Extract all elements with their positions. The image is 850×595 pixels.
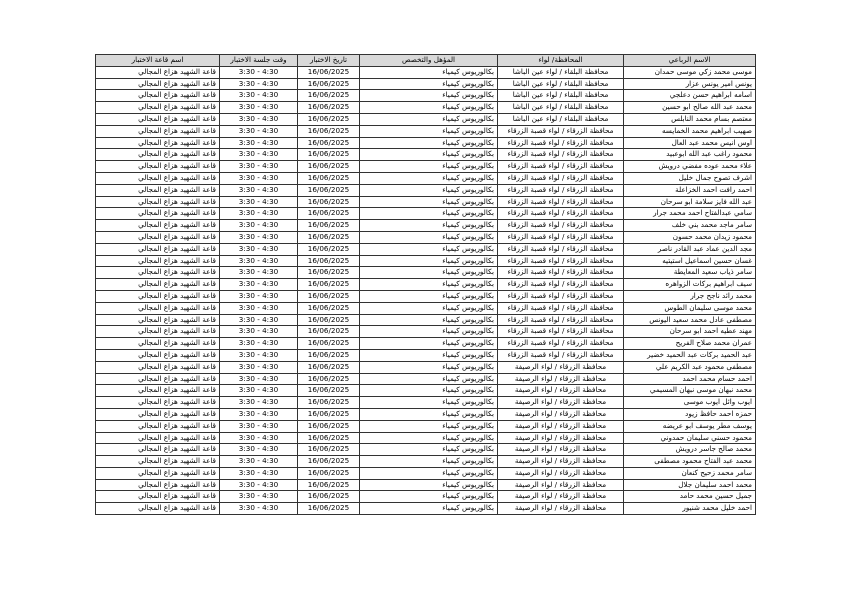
cell-name: مهند عطيه احمد ابو سرحان (624, 326, 756, 338)
cell-name: محمد عبد الفتاح محمود مصطفى (624, 456, 756, 468)
cell-region: محافظة البلقاء / لواء عين الباشا (498, 113, 624, 125)
cell-qualification: بكالوريوس كيمياء (360, 255, 498, 267)
cell-hall: قاعة الشهيد هزاع المجالي (96, 408, 220, 420)
cell-time: 3:30 - 4:30 (220, 479, 298, 491)
cell-region: محافظة البلقاء / لواء عين الباشا (498, 66, 624, 78)
cell-qualification: بكالوريوس كيمياء (360, 349, 498, 361)
cell-time: 3:30 - 4:30 (220, 302, 298, 314)
cell-date: 16/06/2025 (298, 338, 360, 350)
cell-qualification: بكالوريوس كيمياء (360, 243, 498, 255)
cell-name: محمود حسني سليمان حمدوني (624, 432, 756, 444)
cell-qualification: بكالوريوس كيمياء (360, 267, 498, 279)
cell-hall: قاعة الشهيد هزاع المجالي (96, 184, 220, 196)
cell-date: 16/06/2025 (298, 349, 360, 361)
cell-hall: قاعة الشهيد هزاع المجالي (96, 302, 220, 314)
cell-date: 16/06/2025 (298, 231, 360, 243)
table-row (96, 184, 756, 196)
cell-date: 16/06/2025 (298, 479, 360, 491)
table-row (96, 432, 756, 444)
table-row (96, 66, 756, 78)
cell-name: محمد صالح جاسر درويش (624, 444, 756, 456)
cell-date: 16/06/2025 (298, 385, 360, 397)
cell-time: 3:30 - 4:30 (220, 491, 298, 503)
table-row (96, 326, 756, 338)
cell-region: محافظة الزرقاء / لواء قصبة الزرقاء (498, 290, 624, 302)
cell-date: 16/06/2025 (298, 444, 360, 456)
cell-region: محافظة الزرقاء / لواء الرصيفة (498, 432, 624, 444)
cell-date: 16/06/2025 (298, 113, 360, 125)
cell-hall: قاعة الشهيد هزاع المجالي (96, 66, 220, 78)
cell-time: 3:30 - 4:30 (220, 66, 298, 78)
table-row (96, 338, 756, 350)
cell-qualification: بكالوريوس كيمياء (360, 125, 498, 137)
cell-date: 16/06/2025 (298, 125, 360, 137)
table-row (96, 113, 756, 125)
cell-qualification: بكالوريوس كيمياء (360, 78, 498, 90)
cell-hall: قاعة الشهيد هزاع المجالي (96, 503, 220, 515)
cell-hall: قاعة الشهيد هزاع المجالي (96, 243, 220, 255)
cell-region: محافظة الزرقاء / لواء قصبة الزرقاء (498, 349, 624, 361)
cell-hall: قاعة الشهيد هزاع المجالي (96, 314, 220, 326)
cell-qualification: بكالوريوس كيمياء (360, 373, 498, 385)
cell-date: 16/06/2025 (298, 149, 360, 161)
cell-qualification: بكالوريوس كيمياء (360, 432, 498, 444)
table-row (96, 149, 756, 161)
header-region: المحافظة/ لواء (498, 55, 624, 67)
cell-qualification: بكالوريوس كيمياء (360, 467, 498, 479)
table-row (96, 385, 756, 397)
cell-hall: قاعة الشهيد هزاع المجالي (96, 172, 220, 184)
cell-time: 3:30 - 4:30 (220, 243, 298, 255)
table-row (96, 208, 756, 220)
cell-region: محافظة الزرقاء / لواء قصبة الزرقاء (498, 172, 624, 184)
cell-qualification: بكالوريوس كيمياء (360, 361, 498, 373)
cell-name: اسامه ابراهيم حسن دعلجي (624, 90, 756, 102)
cell-hall: قاعة الشهيد هزاع المجالي (96, 326, 220, 338)
cell-qualification: بكالوريوس كيمياء (360, 149, 498, 161)
cell-name: محمود زيدان محمد حسون (624, 231, 756, 243)
cell-hall: قاعة الشهيد هزاع المجالي (96, 491, 220, 503)
table-row (96, 491, 756, 503)
cell-date: 16/06/2025 (298, 90, 360, 102)
table-row (96, 220, 756, 232)
cell-time: 3:30 - 4:30 (220, 149, 298, 161)
cell-time: 3:30 - 4:30 (220, 267, 298, 279)
cell-region: محافظة الزرقاء / لواء قصبة الزرقاء (498, 243, 624, 255)
cell-qualification: بكالوريوس كيمياء (360, 420, 498, 432)
cell-region: محافظة الزرقاء / لواء الرصيفة (498, 420, 624, 432)
cell-hall: قاعة الشهيد هزاع المجالي (96, 161, 220, 173)
cell-region: محافظة الزرقاء / لواء قصبة الزرقاء (498, 326, 624, 338)
cell-time: 3:30 - 4:30 (220, 255, 298, 267)
cell-name: حمزه احمد حافظ زيود (624, 408, 756, 420)
cell-region: محافظة الزرقاء / لواء الرصيفة (498, 397, 624, 409)
cell-name: يوسف مطر يوسف ابو عريضه (624, 420, 756, 432)
cell-time: 3:30 - 4:30 (220, 184, 298, 196)
cell-name: احمد حسام محمد احمد (624, 373, 756, 385)
cell-time: 3:30 - 4:30 (220, 113, 298, 125)
cell-date: 16/06/2025 (298, 302, 360, 314)
cell-time: 3:30 - 4:30 (220, 373, 298, 385)
exam-schedule-sheet (95, 54, 756, 515)
cell-qualification: بكالوريوس كيمياء (360, 479, 498, 491)
table-row (96, 161, 756, 173)
cell-region: محافظة الزرقاء / لواء قصبة الزرقاء (498, 161, 624, 173)
cell-time: 3:30 - 4:30 (220, 290, 298, 302)
table-row (96, 267, 756, 279)
cell-date: 16/06/2025 (298, 137, 360, 149)
cell-name: مجد الدين عماد عبد القادر ناصر (624, 243, 756, 255)
table-row (96, 479, 756, 491)
cell-region: محافظة الزرقاء / لواء الرصيفة (498, 361, 624, 373)
cell-date: 16/06/2025 (298, 373, 360, 385)
cell-date: 16/06/2025 (298, 408, 360, 420)
cell-date: 16/06/2025 (298, 279, 360, 291)
cell-date: 16/06/2025 (298, 456, 360, 468)
cell-hall: قاعة الشهيد هزاع المجالي (96, 467, 220, 479)
exam-schedule-table (95, 54, 756, 515)
cell-date: 16/06/2025 (298, 326, 360, 338)
cell-qualification: بكالوريوس كيمياء (360, 102, 498, 114)
table-body (96, 66, 756, 514)
cell-hall: قاعة الشهيد هزاع المجالي (96, 196, 220, 208)
cell-time: 3:30 - 4:30 (220, 361, 298, 373)
cell-name: اوس انيس محمد عبد العال (624, 137, 756, 149)
cell-hall: قاعة الشهيد هزاع المجالي (96, 444, 220, 456)
cell-name: سامر ذياب سعيد المعايطة (624, 267, 756, 279)
cell-region: محافظة الزرقاء / لواء الرصيفة (498, 385, 624, 397)
cell-hall: قاعة الشهيد هزاع المجالي (96, 149, 220, 161)
cell-hall: قاعة الشهيد هزاع المجالي (96, 78, 220, 90)
cell-qualification: بكالوريوس كيمياء (360, 338, 498, 350)
cell-region: محافظة الزرقاء / لواء الرصيفة (498, 491, 624, 503)
cell-hall: قاعة الشهيد هزاع المجالي (96, 267, 220, 279)
header-qualification: المؤهل والتخصص (360, 55, 498, 67)
cell-name: عبد الله فايز سلامة ابو سرحان (624, 196, 756, 208)
cell-time: 3:30 - 4:30 (220, 137, 298, 149)
cell-region: محافظة الزرقاء / لواء قصبة الزرقاء (498, 302, 624, 314)
cell-time: 3:30 - 4:30 (220, 208, 298, 220)
cell-region: محافظة الزرقاء / لواء الرصيفة (498, 503, 624, 515)
cell-time: 3:30 - 4:30 (220, 220, 298, 232)
cell-hall: قاعة الشهيد هزاع المجالي (96, 125, 220, 137)
cell-name: سامر محمد زحيح كنعان (624, 467, 756, 479)
cell-time: 3:30 - 4:30 (220, 456, 298, 468)
cell-hall: قاعة الشهيد هزاع المجالي (96, 385, 220, 397)
table-row (96, 290, 756, 302)
cell-qualification: بكالوريوس كيمياء (360, 208, 498, 220)
cell-time: 3:30 - 4:30 (220, 90, 298, 102)
cell-date: 16/06/2025 (298, 66, 360, 78)
cell-qualification: بكالوريوس كيمياء (360, 290, 498, 302)
cell-region: محافظة البلقاء / لواء عين الباشا (498, 90, 624, 102)
table-row (96, 467, 756, 479)
cell-hall: قاعة الشهيد هزاع المجالي (96, 279, 220, 291)
header-time: وقت جلسة الاختبار (220, 55, 298, 67)
cell-name: معتصم بسام محمد النابلس (624, 113, 756, 125)
cell-region: محافظة البلقاء / لواء عين الباشا (498, 78, 624, 90)
cell-date: 16/06/2025 (298, 314, 360, 326)
cell-hall: قاعة الشهيد هزاع المجالي (96, 208, 220, 220)
cell-qualification: بكالوريوس كيمياء (360, 279, 498, 291)
cell-qualification: بكالوريوس كيمياء (360, 172, 498, 184)
cell-hall: قاعة الشهيد هزاع المجالي (96, 373, 220, 385)
cell-date: 16/06/2025 (298, 467, 360, 479)
cell-date: 16/06/2025 (298, 503, 360, 515)
cell-qualification: بكالوريوس كيمياء (360, 326, 498, 338)
cell-time: 3:30 - 4:30 (220, 503, 298, 515)
cell-region: محافظة الزرقاء / لواء قصبة الزرقاء (498, 208, 624, 220)
cell-time: 3:30 - 4:30 (220, 326, 298, 338)
cell-name: محمد موسى سليمان الطوس (624, 302, 756, 314)
cell-time: 3:30 - 4:30 (220, 125, 298, 137)
cell-hall: قاعة الشهيد هزاع المجالي (96, 479, 220, 491)
cell-time: 3:30 - 4:30 (220, 432, 298, 444)
table-row (96, 408, 756, 420)
cell-name: يونس امير يونس عزار (624, 78, 756, 90)
cell-region: محافظة الزرقاء / لواء قصبة الزرقاء (498, 137, 624, 149)
cell-qualification: بكالوريوس كيمياء (360, 196, 498, 208)
cell-qualification: بكالوريوس كيمياء (360, 444, 498, 456)
cell-hall: قاعة الشهيد هزاع المجالي (96, 255, 220, 267)
cell-region: محافظة الزرقاء / لواء قصبة الزرقاء (498, 184, 624, 196)
cell-date: 16/06/2025 (298, 102, 360, 114)
cell-date: 16/06/2025 (298, 361, 360, 373)
cell-name: محمود راغب عبد الله ابوعبيد (624, 149, 756, 161)
cell-time: 3:30 - 4:30 (220, 349, 298, 361)
table-row (96, 137, 756, 149)
cell-name: ايوب وائل ايوب موسى (624, 397, 756, 409)
cell-qualification: بكالوريوس كيمياء (360, 220, 498, 232)
table-row (96, 420, 756, 432)
cell-name: محمد احمد سليمان جلال (624, 479, 756, 491)
table-row (96, 90, 756, 102)
cell-region: محافظة الزرقاء / لواء قصبة الزرقاء (498, 267, 624, 279)
cell-hall: قاعة الشهيد هزاع المجالي (96, 220, 220, 232)
cell-qualification: بكالوريوس كيمياء (360, 137, 498, 149)
cell-time: 3:30 - 4:30 (220, 172, 298, 184)
cell-hall: قاعة الشهيد هزاع المجالي (96, 432, 220, 444)
cell-region: محافظة الزرقاء / لواء قصبة الزرقاء (498, 149, 624, 161)
cell-qualification: بكالوريوس كيمياء (360, 66, 498, 78)
table-row (96, 231, 756, 243)
cell-qualification: بكالوريوس كيمياء (360, 302, 498, 314)
table-row (96, 172, 756, 184)
cell-date: 16/06/2025 (298, 397, 360, 409)
table-row (96, 279, 756, 291)
header-hall: اسم قاعة الاختبار (96, 55, 220, 67)
cell-qualification: بكالوريوس كيمياء (360, 503, 498, 515)
cell-date: 16/06/2025 (298, 220, 360, 232)
cell-region: محافظة الزرقاء / لواء قصبة الزرقاء (498, 255, 624, 267)
cell-region: محافظة الزرقاء / لواء قصبة الزرقاء (498, 279, 624, 291)
table-row (96, 302, 756, 314)
cell-name: علاء محمد عوده مفضي درويش (624, 161, 756, 173)
cell-qualification: بكالوريوس كيمياء (360, 184, 498, 196)
cell-time: 3:30 - 4:30 (220, 338, 298, 350)
table-row (96, 373, 756, 385)
cell-time: 3:30 - 4:30 (220, 444, 298, 456)
header-date: تاريخ الاختبار (298, 55, 360, 67)
cell-name: موسى محمد زكي موسى حمدان (624, 66, 756, 78)
cell-name: احمد خليل محمد شنيور (624, 503, 756, 515)
table-row (96, 349, 756, 361)
cell-time: 3:30 - 4:30 (220, 78, 298, 90)
table-row (96, 102, 756, 114)
cell-date: 16/06/2025 (298, 243, 360, 255)
cell-region: محافظة الزرقاء / لواء قصبة الزرقاء (498, 125, 624, 137)
cell-hall: قاعة الشهيد هزاع المجالي (96, 456, 220, 468)
cell-qualification: بكالوريوس كيمياء (360, 397, 498, 409)
table-row (96, 255, 756, 267)
cell-region: محافظة الزرقاء / لواء الرصيفة (498, 456, 624, 468)
cell-region: محافظة الزرقاء / لواء قصبة الزرقاء (498, 196, 624, 208)
cell-name: عبد الحميد بركات عبد الحميد خضير (624, 349, 756, 361)
cell-region: محافظة البلقاء / لواء عين الباشا (498, 102, 624, 114)
cell-time: 3:30 - 4:30 (220, 385, 298, 397)
header-row (96, 55, 756, 67)
cell-date: 16/06/2025 (298, 208, 360, 220)
cell-region: محافظة الزرقاء / لواء الرصيفة (498, 408, 624, 420)
cell-region: محافظة الزرقاء / لواء قصبة الزرقاء (498, 314, 624, 326)
cell-date: 16/06/2025 (298, 161, 360, 173)
cell-name: سامر ماجد محمد بني خلف (624, 220, 756, 232)
cell-name: مصطفى عادل محمد سعيد اليونس (624, 314, 756, 326)
table-row (96, 361, 756, 373)
cell-time: 3:30 - 4:30 (220, 231, 298, 243)
cell-date: 16/06/2025 (298, 267, 360, 279)
cell-date: 16/06/2025 (298, 196, 360, 208)
cell-region: محافظة الزرقاء / لواء الرصيفة (498, 479, 624, 491)
cell-qualification: بكالوريوس كيمياء (360, 491, 498, 503)
cell-hall: قاعة الشهيد هزاع المجالي (96, 290, 220, 302)
cell-region: محافظة الزرقاء / لواء الرصيفة (498, 467, 624, 479)
cell-time: 3:30 - 4:30 (220, 279, 298, 291)
cell-region: محافظة الزرقاء / لواء الرصيفة (498, 373, 624, 385)
cell-time: 3:30 - 4:30 (220, 196, 298, 208)
cell-name: محمد نبهان موسى نبهان المسيمي (624, 385, 756, 397)
cell-name: صهيب ابراهيم محمد الخمايسه (624, 125, 756, 137)
cell-hall: قاعة الشهيد هزاع المجالي (96, 102, 220, 114)
cell-name: مصطفى محمود عبد الكريم علي (624, 361, 756, 373)
cell-time: 3:30 - 4:30 (220, 408, 298, 420)
cell-hall: قاعة الشهيد هزاع المجالي (96, 90, 220, 102)
cell-hall: قاعة الشهيد هزاع المجالي (96, 361, 220, 373)
cell-time: 3:30 - 4:30 (220, 467, 298, 479)
cell-hall: قاعة الشهيد هزاع المجالي (96, 397, 220, 409)
cell-time: 3:30 - 4:30 (220, 420, 298, 432)
table-row (96, 196, 756, 208)
cell-name: اشرف تصوح جمال خليل (624, 172, 756, 184)
cell-time: 3:30 - 4:30 (220, 161, 298, 173)
cell-hall: قاعة الشهيد هزاع المجالي (96, 137, 220, 149)
table-row (96, 243, 756, 255)
cell-date: 16/06/2025 (298, 432, 360, 444)
table-row (96, 456, 756, 468)
cell-qualification: بكالوريوس كيمياء (360, 90, 498, 102)
cell-hall: قاعة الشهيد هزاع المجالي (96, 231, 220, 243)
cell-name: غسان حسين اسماعيل استيتيه (624, 255, 756, 267)
cell-region: محافظة الزرقاء / لواء الرصيفة (498, 444, 624, 456)
cell-name: سيف ابراهيم بركات الزواهره (624, 279, 756, 291)
cell-name: جميل حسين محمد حامد (624, 491, 756, 503)
cell-name: عمران محمد صلاح الفريح (624, 338, 756, 350)
cell-region: محافظة الزرقاء / لواء قصبة الزرقاء (498, 220, 624, 232)
cell-qualification: بكالوريوس كيمياء (360, 113, 498, 125)
cell-date: 16/06/2025 (298, 420, 360, 432)
cell-hall: قاعة الشهيد هزاع المجالي (96, 349, 220, 361)
cell-name: احمد رافت احمد الخزاعلة (624, 184, 756, 196)
cell-date: 16/06/2025 (298, 290, 360, 302)
table-row (96, 78, 756, 90)
cell-name: سامي عبدالفتاح احمد محمد جرار (624, 208, 756, 220)
cell-qualification: بكالوريوس كيمياء (360, 314, 498, 326)
cell-name: محمد رائد ناجح جرار (624, 290, 756, 302)
cell-name: محمد عبد الله صالح ابو حسين (624, 102, 756, 114)
cell-qualification: بكالوريوس كيمياء (360, 161, 498, 173)
table-row (96, 314, 756, 326)
table-row (96, 125, 756, 137)
cell-date: 16/06/2025 (298, 255, 360, 267)
table-row (96, 444, 756, 456)
cell-qualification: بكالوريوس كيمياء (360, 408, 498, 420)
cell-date: 16/06/2025 (298, 491, 360, 503)
cell-hall: قاعة الشهيد هزاع المجالي (96, 338, 220, 350)
table-row (96, 397, 756, 409)
cell-date: 16/06/2025 (298, 172, 360, 184)
table-row (96, 503, 756, 515)
cell-region: محافظة الزرقاء / لواء قصبة الزرقاء (498, 338, 624, 350)
cell-time: 3:30 - 4:30 (220, 102, 298, 114)
header-name: الاسم الرباعي (624, 55, 756, 67)
cell-hall: قاعة الشهيد هزاع المجالي (96, 420, 220, 432)
cell-time: 3:30 - 4:30 (220, 397, 298, 409)
cell-time: 3:30 - 4:30 (220, 314, 298, 326)
cell-hall: قاعة الشهيد هزاع المجالي (96, 113, 220, 125)
cell-date: 16/06/2025 (298, 184, 360, 196)
cell-date: 16/06/2025 (298, 78, 360, 90)
cell-qualification: بكالوريوس كيمياء (360, 456, 498, 468)
cell-qualification: بكالوريوس كيمياء (360, 231, 498, 243)
cell-region: محافظة الزرقاء / لواء قصبة الزرقاء (498, 231, 624, 243)
cell-qualification: بكالوريوس كيمياء (360, 385, 498, 397)
